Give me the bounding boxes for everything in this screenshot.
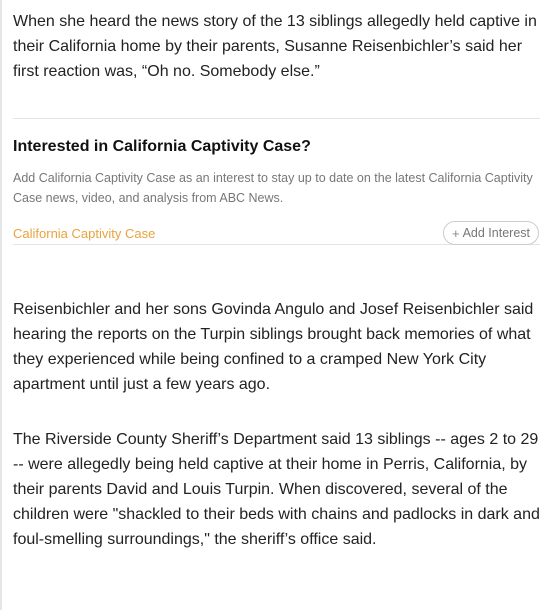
interest-topic-link[interactable]: California Captivity Case [13,226,156,241]
interest-description: Add California Captivity Case as an interest to stay up to date on the latest California Captivity Case news, video, and analysis from ABC News. [13,171,533,205]
article-paragraph-3: The Riverside County Sheriff’s Department said 13 siblings -- ages 2 to 29 -- were allegedly being held captive at their home in Perris, California, by their parents David and Louis Turpin. When discovered, several of the children were "shackled to their beds with chains and padlocks in dark and foul-smelling surroundings," the sheriff’s office said. [13,431,540,548]
add-interest-button[interactable] [443,221,539,245]
interest-title: Interested in California Captivity Case? [13,138,311,155]
add-interest-label: Add Interest [462,226,530,240]
article-paragraph-2: Reisenbichler and her sons Govinda Angulo and Josef Reisenbichler said hearing the reports on the Turpin siblings brought back memories of what they experienced while being confined to a cramped New York City apartment until just a few years ago. [13,301,534,393]
left-edge-divider [0,0,2,610]
article-paragraph-1: When she heard the news story of the 13 siblings allegedly held captive in their California home by their parents, Susanne Reisenbichler’s said her first reaction was, “Oh no. Somebody else.” [13,13,537,80]
interest-promo [13,118,540,245]
plus-icon: + [452,225,460,241]
interest-actions [13,221,540,247]
